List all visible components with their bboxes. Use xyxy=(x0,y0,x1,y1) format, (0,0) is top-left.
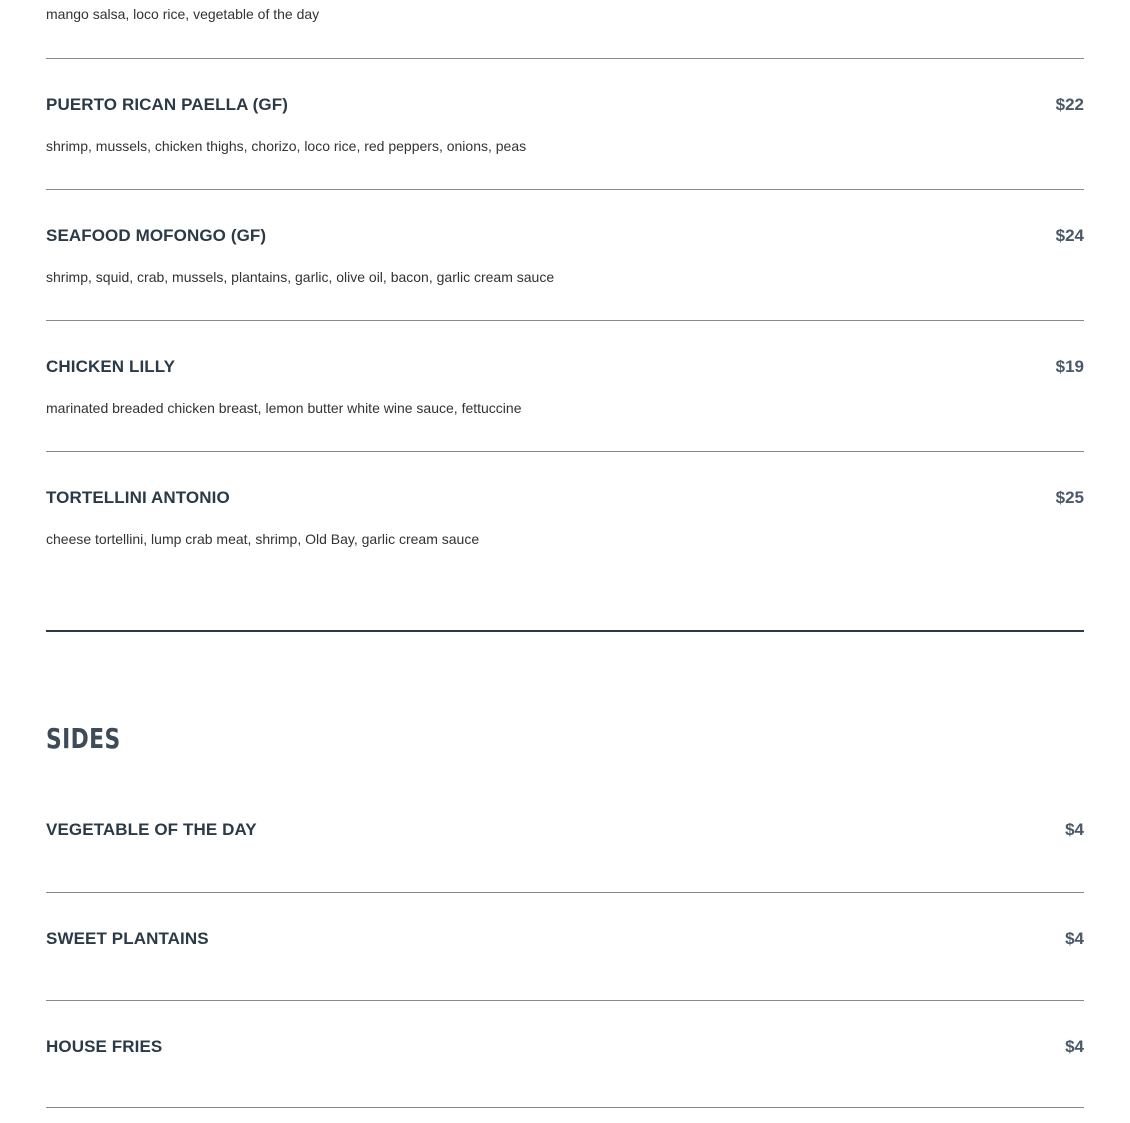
item-price: $4 xyxy=(1065,929,1084,948)
item-name: SWEET PLANTAINS xyxy=(46,929,209,948)
menu-item-sweet-plantains xyxy=(46,892,1084,1000)
item-name: SEAFOOD MOFONGO (GF) xyxy=(46,226,267,245)
section-divider xyxy=(46,630,1084,632)
menu-item-house-fries xyxy=(46,1000,1084,1108)
item-price: $19 xyxy=(1055,357,1084,376)
menu-item-chicken-lilly xyxy=(46,320,1084,451)
item-name: CHICKEN LILLY xyxy=(46,357,176,376)
item-name: VEGETABLE OF THE DAY xyxy=(46,820,257,839)
section-title-sides: SIDES xyxy=(46,722,121,755)
item-description: shrimp, squid, crab, mussels, plantains, garlic, olive oil, bacon, garlic cream sauce xyxy=(46,269,555,285)
item-price: $4 xyxy=(1065,1037,1084,1056)
menu-item-seafood-mofongo xyxy=(46,189,1084,320)
menu-item-vegetable-of-the-day xyxy=(46,784,1084,892)
item-name: HOUSE FRIES xyxy=(46,1037,163,1056)
menu-item-tortellini-antonio xyxy=(46,451,1084,581)
item-price: $22 xyxy=(1055,95,1084,114)
item-price: $25 xyxy=(1055,488,1084,507)
item-description: shrimp, mussels, chicken thighs, chorizo, loco rice, red peppers, onions, peas xyxy=(46,138,527,154)
item-price: $24 xyxy=(1055,226,1084,245)
item-description: marinated breaded chicken breast, lemon butter white wine sauce, fettuccine xyxy=(46,400,522,416)
menu-item-puerto-rican-paella xyxy=(46,58,1084,189)
item-price: $4 xyxy=(1065,820,1084,839)
item-name: PUERTO RICAN PAELLA (GF) xyxy=(46,95,288,114)
item-description: cheese tortellini, lump crab meat, shrimp, Old Bay, garlic cream sauce xyxy=(46,531,480,547)
item-description: mango salsa, loco rice, vegetable of the day xyxy=(46,6,320,22)
item-name: TORTELLINI ANTONIO xyxy=(46,488,230,507)
